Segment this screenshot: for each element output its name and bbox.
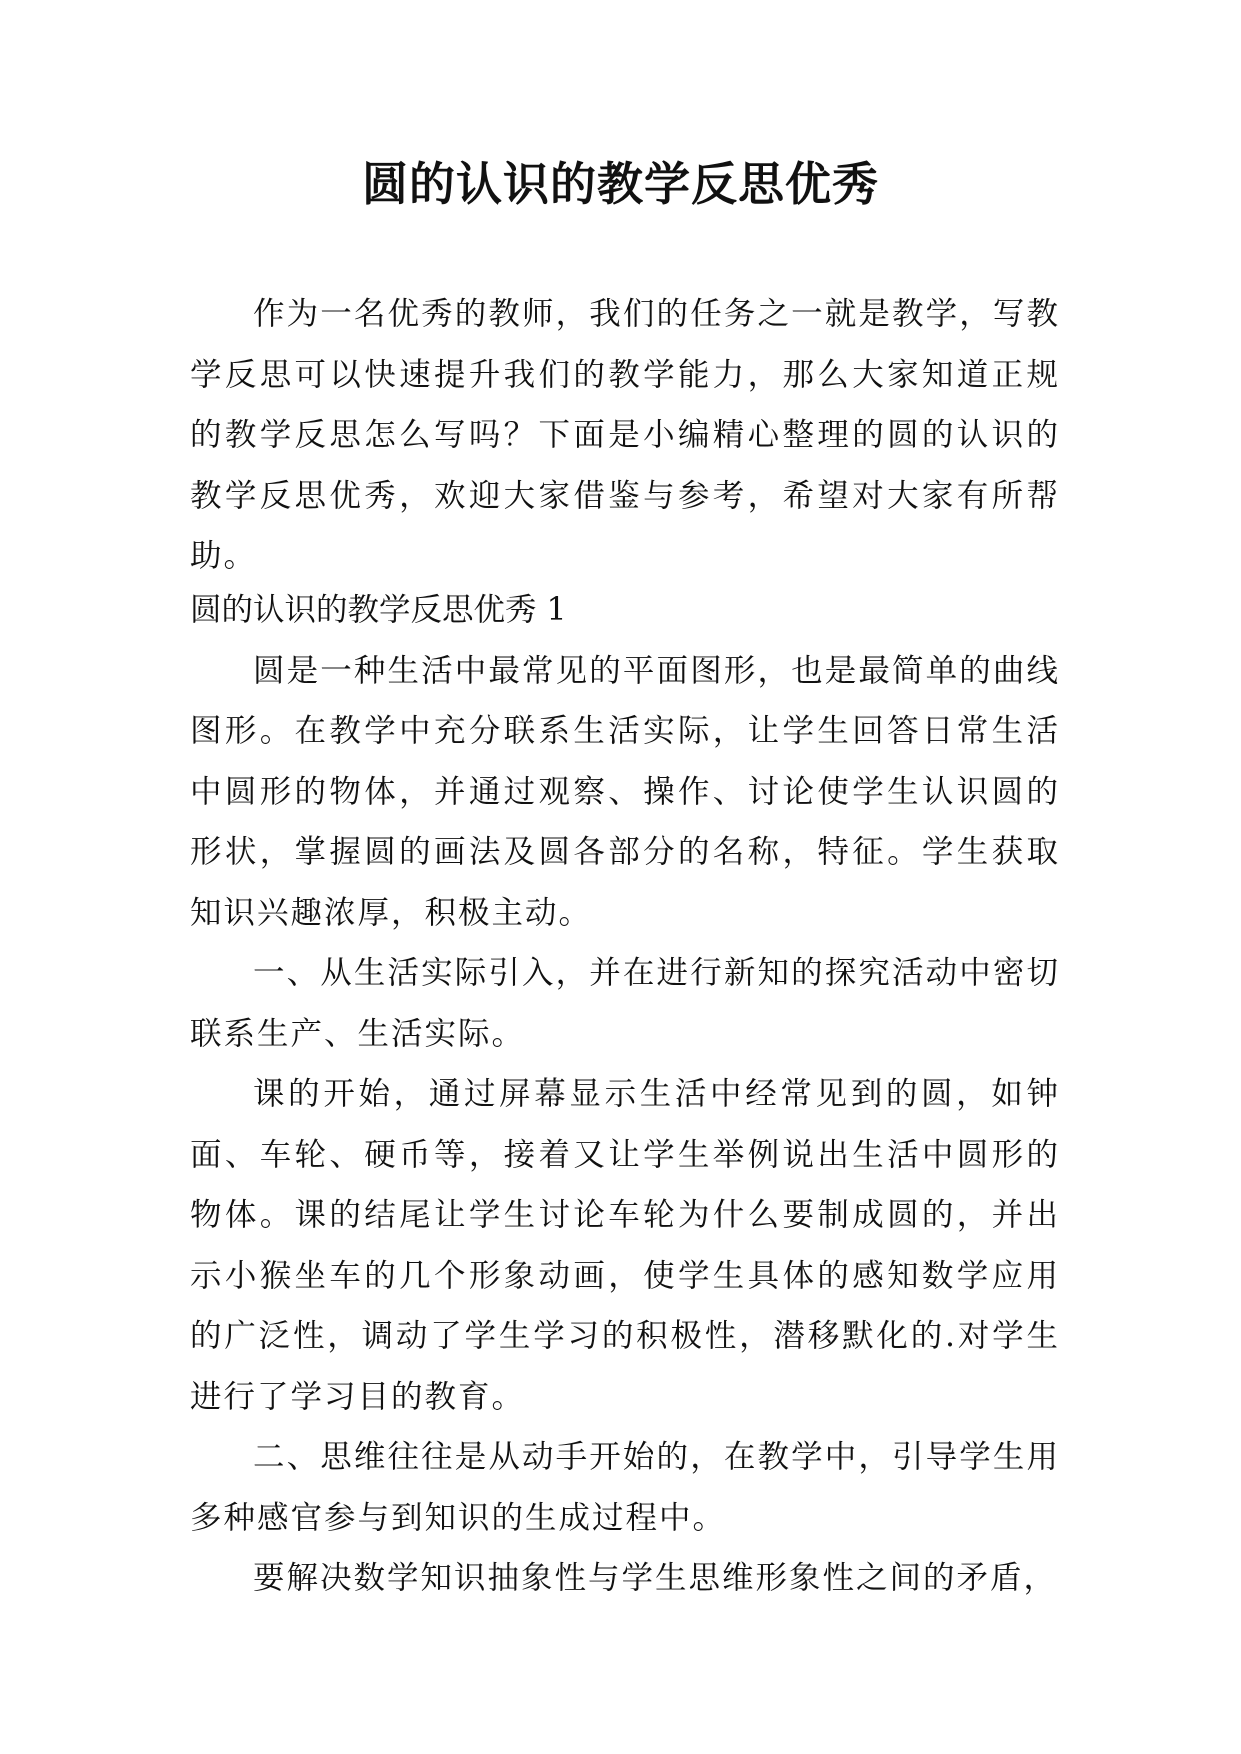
body-paragraph-1: 圆是一种生活中最常见的平面图形，也是最简单的曲线图形。在教学中充分联系生活实际，让学生回答日常生活中圆形的物体，并通过观察、操作、讨论使学生认识圆的形状，掌握圆的画法及圆各部分的名称，特征。学生获取知识兴趣浓厚，积极主动。 [190, 652, 1060, 931]
body-paragraph-2: 一、从生活实际引入，并在进行新知的探究活动中密切联系生产、生活实际。 [190, 955, 1060, 1052]
body-paragraph-3: 课的开始，通过屏幕显示生活中经常见到的圆，如钟面、车轮、硬币等，接着又让学生举例说出生活中圆形的物体。课的结尾让学生讨论车轮为什么要制成圆的，并出示小猴坐车的几个形象动画，使学生具体的感知数学应用的广泛性，调动了学生学习的积极性，潜移默化的.对学生进行了学习目的教育。 [190, 1076, 1060, 1415]
body-paragraph-5: 要解决数学知识抽象性与学生思维形象性之间的矛盾， [253, 1560, 1058, 1596]
document-title: 圆的认识的教学反思优秀 [362, 157, 879, 211]
intro-paragraph: 作为一名优秀的教师，我们的任务之一就是教学，写教学反思可以快速提升我们的教学能力，那么大家知道正规的教学反思怎么写吗？下面是小编精心整理的圆的认识的教学反思优秀，欢迎大家借鉴与参考，希望对大家有所帮助。 [190, 296, 1060, 574]
body-paragraph-4: 二、思维往往是从动手开始的，在教学中，引导学生用多种感官参与到知识的生成过程中。 [190, 1439, 1060, 1536]
intro-block [190, 284, 1060, 587]
article-body [190, 580, 1060, 1609]
section-heading: 圆的认识的教学反思优秀 1 [190, 592, 567, 628]
